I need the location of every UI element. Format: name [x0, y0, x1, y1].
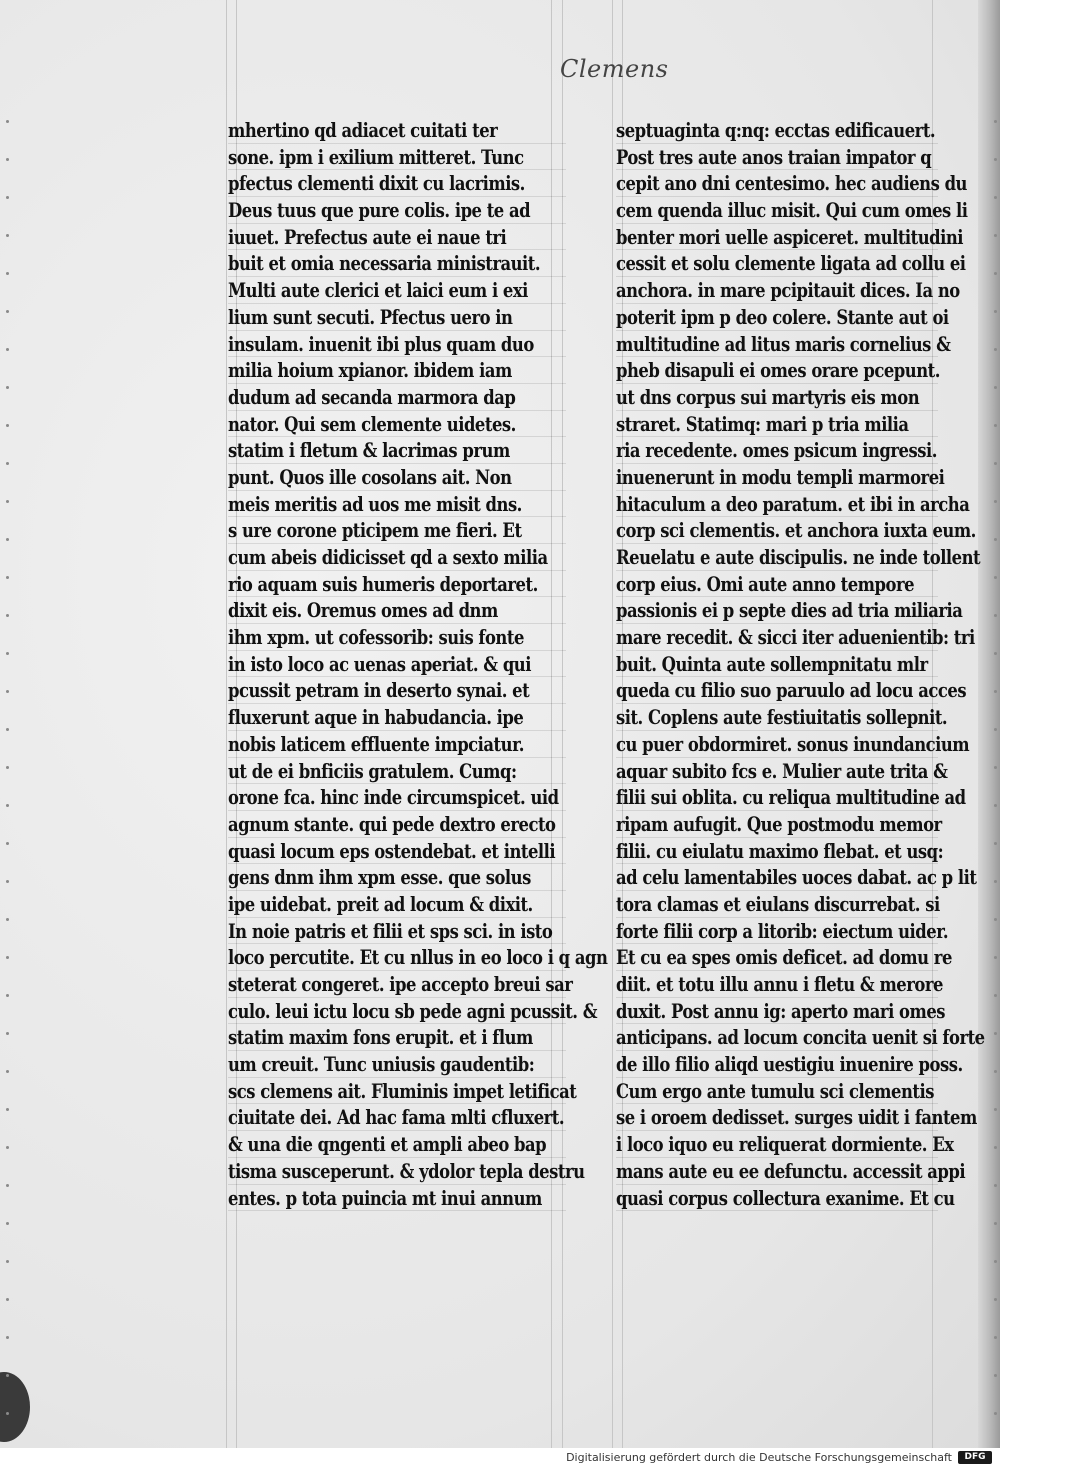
manuscript-line	[228, 784, 566, 811]
manuscript-line-text: aquar subito fcs e. Mulier aute trita &	[616, 758, 948, 783]
pricking-hole	[994, 994, 997, 997]
pricking-hole	[6, 1298, 9, 1301]
manuscript-line	[616, 597, 963, 624]
manuscript-line-text: ciuitate dei. Ad hac fama mlti cfluxert.	[228, 1105, 565, 1130]
manuscript-line-text: pheb disapuli ei omes orare pcepunt.	[616, 358, 940, 383]
pricking-hole	[6, 1184, 9, 1187]
manuscript-line	[616, 277, 960, 304]
manuscript-line-text: hitaculum a deo paratum. et ibi in archa	[616, 491, 970, 516]
pricking-hole	[994, 348, 997, 351]
manuscript-line	[616, 971, 943, 998]
manuscript-line-text: mans aute eu ee defunctu. accessit appi	[616, 1158, 966, 1183]
manuscript-line	[228, 971, 573, 998]
manuscript-line-text: statim i fletum & lacrimas prum	[228, 438, 510, 463]
manuscript-line-text: nobis laticem effluente impciatur.	[228, 731, 524, 756]
manuscript-line	[616, 677, 967, 704]
manuscript-line-text: tora clamas et eiulans discurrebat. si	[616, 891, 940, 916]
pricking-hole	[6, 500, 9, 503]
manuscript-line	[228, 1024, 566, 1051]
manuscript-line-text: statim maxim fons erupit. et i flum	[228, 1025, 533, 1050]
manuscript-line-text: sone. ipm i exilium mitteret. Tunc	[228, 144, 524, 169]
manuscript-line	[616, 784, 966, 811]
manuscript-line-text: buit. Quinta aute sollempnitatu mlr	[616, 651, 928, 676]
manuscript-line	[228, 677, 566, 704]
pricking-hole	[994, 272, 997, 275]
manuscript-line-text: quasi corpus collectura exanime. Et cu	[616, 1185, 955, 1210]
manuscript-line	[616, 544, 981, 571]
manuscript-line	[228, 144, 566, 171]
manuscript-line-text: punt. Quos ille cosolans ait. Non	[228, 464, 512, 489]
text-column-right	[616, 117, 985, 1210]
manuscript-line	[228, 331, 566, 358]
pricking-hole	[6, 1070, 9, 1073]
manuscript-line	[228, 384, 566, 411]
manuscript-line	[228, 731, 566, 758]
manuscript-line-text: um creuit. Tunc uniusis gaudentib:	[228, 1052, 535, 1077]
pricking-hole	[994, 1070, 997, 1073]
footer-credit: Digitalisierung gefördert durch die Deutsche Forschungsgemeinschaft	[566, 1451, 952, 1464]
pricking-hole	[994, 766, 997, 769]
manuscript-line	[616, 304, 949, 331]
manuscript-line	[616, 384, 938, 411]
manuscript-line	[228, 224, 566, 251]
pricking-hole	[6, 1222, 9, 1225]
manuscript-line-text: Deus tuus que pure colis. ipe te ad	[228, 198, 531, 223]
pricking-hole	[994, 690, 997, 693]
pricking-hole	[994, 576, 997, 579]
manuscript-line-text: Multi aute clerici et laici eum i exi	[228, 278, 528, 303]
manuscript-line-text: cessit et solu clemente ligata ad collu ei	[616, 251, 966, 276]
manuscript-line-text: corp eius. Omi aute anno tempore	[616, 571, 915, 596]
manuscript-line	[616, 758, 948, 785]
pricking-hole	[6, 918, 9, 921]
pricking-hole	[994, 652, 997, 655]
manuscript-line	[616, 944, 952, 971]
pricking-hole	[994, 1374, 997, 1377]
manuscript-line	[228, 624, 566, 651]
manuscript-line	[228, 277, 566, 304]
manuscript-line-text: & una die qngenti et ampli abeo bap	[228, 1132, 547, 1157]
manuscript-line	[228, 1158, 585, 1185]
manuscript-line-text: filii sui oblita. cu reliqua multitudine ad	[616, 785, 966, 810]
pricking-hole	[994, 1336, 997, 1339]
manuscript-line-text: steterat congeret. ipe accepto breui sar	[228, 972, 573, 996]
manuscript-line	[228, 864, 566, 891]
manuscript-line	[616, 437, 938, 464]
pricking-hole	[6, 652, 9, 655]
manuscript-line	[228, 571, 566, 598]
manuscript-line	[228, 651, 566, 678]
manuscript-line-text: i loco iquo eu reliquerat dormiente. Ex	[616, 1132, 954, 1157]
pricking-hole	[994, 1184, 997, 1187]
manuscript-line-text: nator. Qui sem clemente uidetes.	[228, 411, 516, 436]
dfg-logo: DFG	[958, 1451, 992, 1464]
manuscript-line-text: iuuet. Prefectus aute ei naue tri	[228, 224, 507, 249]
manuscript-line-text: forte filii corp a litorib: eiectum uider.	[616, 918, 949, 943]
pricking-hole	[6, 158, 9, 161]
manuscript-line	[228, 1078, 577, 1105]
manuscript-line	[616, 891, 938, 918]
manuscript-line-text: fluxerunt aque in habudancia. ipe	[228, 705, 524, 730]
pricking-hole	[994, 538, 997, 541]
page-corner-shadow	[0, 1372, 30, 1442]
manuscript-line	[616, 998, 946, 1025]
manuscript-line	[228, 1185, 566, 1212]
manuscript-line-text: lium sunt secuti. Pfectus uero in	[228, 304, 513, 329]
manuscript-line	[228, 1104, 566, 1131]
pricking-hole	[6, 1108, 9, 1111]
manuscript-line	[616, 411, 938, 438]
pricking-hole	[994, 1146, 997, 1149]
manuscript-line-text: ripam aufugit. Que postmodu memor	[616, 811, 942, 836]
manuscript-line-text: ad celu lamentabiles uoces dabat. ac p lit	[616, 865, 977, 890]
manuscript-line-text: entes. p tota puincia mt inui annum	[228, 1185, 542, 1210]
pricking-hole	[994, 1260, 997, 1263]
manuscript-line	[228, 1051, 566, 1078]
manuscript-line	[228, 250, 566, 277]
manuscript-line-text: dudum ad secanda marmora dap	[228, 384, 516, 409]
manuscript-line	[228, 304, 566, 331]
manuscript-line-text: ria recedente. omes psicum ingressi.	[616, 438, 937, 463]
manuscript-line	[616, 331, 951, 358]
pricking-hole	[6, 196, 9, 199]
manuscript-line-text: poterit ipm p deo colere. Stante aut oi	[616, 304, 949, 329]
manuscript-line	[228, 838, 566, 865]
pricking-hole	[6, 234, 9, 237]
manuscript-line-text: insulam. inuenit ibi plus quam duo	[228, 331, 534, 356]
manuscript-line-text: Et cu ea spes omis deficet. ad domu re	[616, 945, 952, 970]
manuscript-line	[228, 918, 566, 945]
manuscript-line-text: cem quenda illuc misit. Qui cum omes li	[616, 198, 968, 223]
manuscript-line-text: gens dnm ihm xpm esse. que solus	[228, 865, 531, 890]
manuscript-line-text: agnum stante. qui pede dextro erecto	[228, 811, 556, 836]
pricking-hole	[994, 500, 997, 503]
manuscript-line-text: duxit. Post annu ig: aperto mari omes	[616, 998, 946, 1023]
manuscript-line	[616, 250, 966, 277]
pricking-hole	[994, 234, 997, 237]
pricking-hole	[994, 1298, 997, 1301]
manuscript-line-text: quasi locum eps ostendebat. et intelli	[228, 838, 556, 863]
manuscript-line-text: septuaginta q:nq: ecctas edificauert.	[616, 118, 936, 142]
manuscript-line-text: In noie patris et filii et sps sci. in isto	[228, 918, 553, 943]
pricking-hole	[994, 880, 997, 883]
manuscript-line	[616, 651, 938, 678]
pricking-hole	[994, 462, 997, 465]
manuscript-line	[616, 1131, 954, 1158]
pricking-hole	[6, 614, 9, 617]
manuscript-line-text: pcussit petram in deserto synai. et	[228, 678, 530, 703]
manuscript-line	[616, 464, 945, 491]
manuscript-line-text: multitudine ad litus maris cornelius &	[616, 331, 951, 356]
manuscript-line-text: meis meritis ad uos me misit dns.	[228, 491, 522, 516]
pricking-hole	[994, 728, 997, 731]
manuscript-line-text: pfectus clementi dixit cu lacrimis.	[228, 171, 525, 196]
manuscript-line	[228, 170, 566, 197]
manuscript-line-text: anticipans. ad locum concita uenit si forte	[616, 1025, 985, 1050]
pricking-hole	[6, 956, 9, 959]
pricking-hole	[6, 1146, 9, 1149]
manuscript-line	[616, 117, 938, 144]
pricking-hole	[6, 1032, 9, 1035]
manuscript-line	[228, 704, 566, 731]
manuscript-line	[616, 571, 938, 598]
pricking-hole	[994, 158, 997, 161]
manuscript-line-text: ut dns corpus sui martyris eis mon	[616, 384, 920, 409]
manuscript-line-text: orone fca. hinc inde circumspicet. uid	[228, 785, 559, 810]
manuscript-line	[228, 464, 566, 491]
manuscript-line-text: culo. leui ictu locu sb pede agni pcussit. &	[228, 998, 598, 1023]
manuscript-line-text: straret. Statimq: mari p tria milia	[616, 411, 909, 436]
pricking-hole	[6, 386, 9, 389]
pricking-hole	[6, 424, 9, 427]
manuscript-line-text: cum abeis didicisset qd a sexto milia	[228, 545, 548, 569]
pricking-hole	[6, 538, 9, 541]
manuscript-line	[228, 811, 566, 838]
pricking-hole	[6, 310, 9, 313]
manuscript-line	[616, 491, 970, 518]
pricking-hole	[6, 1412, 9, 1415]
manuscript-line	[228, 891, 566, 918]
manuscript-line-text: inuenerunt in modu templi marmorei	[616, 464, 945, 489]
manuscript-line-text: in isto loco ac uenas aperiat. & qui	[228, 651, 531, 676]
manuscript-line-text: loco percutite. Et cu nllus in eo loco i q agn	[228, 945, 608, 970]
pricking-hole	[6, 690, 9, 693]
manuscript-line-text: Cum ergo ante tumulu sci clementis	[616, 1078, 934, 1103]
pricking-hole	[6, 728, 9, 731]
manuscript-line	[228, 357, 566, 384]
manuscript-line	[616, 1185, 955, 1212]
pricking-hole	[994, 1032, 997, 1035]
manuscript-line-text: tisma susceperunt. & ydolor tepla destru	[228, 1158, 585, 1183]
pricking-hole	[6, 272, 9, 275]
manuscript-line	[228, 544, 566, 571]
manuscript-line	[228, 1131, 566, 1158]
pricking-hole	[994, 1108, 997, 1111]
manuscript-line	[616, 838, 944, 865]
manuscript-line-text: queda cu filio suo paruulo ad locu acces	[616, 678, 967, 703]
manuscript-line	[228, 437, 566, 464]
manuscript-line-text: cu puer obdormiret. sonus inundancium	[616, 731, 970, 756]
pricking-hole	[6, 766, 9, 769]
manuscript-line	[616, 1104, 977, 1131]
manuscript-line	[228, 944, 608, 971]
manuscript-line-text: cepit ano dni centesimo. hec audiens du	[616, 171, 967, 196]
manuscript-line	[616, 1158, 966, 1185]
manuscript-line-text: sit. Coplens aute festiuitatis sollepnit.	[616, 705, 948, 730]
running-head: Clemens	[560, 55, 669, 83]
ruling-line	[226, 0, 227, 1448]
manuscript-line-text: s ure corone pticipem me fieri. Et	[228, 518, 522, 543]
manuscript-line-text: passionis ei p septe dies ad tria miliaria	[616, 598, 963, 623]
manuscript-line-text: se i oroem dedisset. surges uidit i fantem	[616, 1105, 977, 1130]
manuscript-line	[616, 197, 968, 224]
pricking-hole	[994, 310, 997, 313]
pricking-hole	[994, 196, 997, 199]
manuscript-line	[616, 731, 970, 758]
pricking-hole	[994, 956, 997, 959]
manuscript-line	[616, 624, 975, 651]
pricking-hole	[994, 1412, 997, 1415]
manuscript-line	[228, 597, 566, 624]
manuscript-line	[228, 758, 566, 785]
manuscript-line-text: milia hoium xpianor. ibidem iam	[228, 358, 512, 383]
manuscript-line	[228, 117, 566, 144]
pricking-hole	[6, 462, 9, 465]
manuscript-line-text: mare recedit. & sicci iter aduenientib: tri	[616, 625, 975, 650]
manuscript-line	[228, 411, 566, 438]
manuscript-line	[616, 144, 938, 171]
manuscript-line-text: filii. cu eiulatu maximo flebat. et usq:	[616, 838, 944, 863]
manuscript-line	[616, 864, 977, 891]
manuscript-line	[228, 517, 566, 544]
pricking-hole	[6, 994, 9, 997]
manuscript-line-text: ut de ei bnficiis gratulem. Cumq:	[228, 758, 517, 783]
ruling-line	[612, 0, 613, 1448]
pricking-hole	[994, 1222, 997, 1225]
pricking-hole	[994, 804, 997, 807]
pricking-hole	[6, 120, 9, 123]
pricking-hole	[994, 918, 997, 921]
manuscript-line-text: mhertino qd adiacet cuitati ter	[228, 118, 498, 142]
pricking-hole	[994, 614, 997, 617]
pricking-hole	[6, 576, 9, 579]
manuscript-line-text: dixit eis. Oremus omes ad dnm	[228, 598, 498, 623]
manuscript-line	[616, 704, 948, 731]
manuscript-line-text: Post tres aute anos traian impator q	[616, 144, 932, 169]
pricking-hole	[994, 386, 997, 389]
manuscript-line-text: ihm xpm. ut cofessorib: suis fonte	[228, 625, 524, 650]
manuscript-line-text: benter mori uelle aspiceret. multitudini	[616, 224, 964, 249]
pricking-hole	[994, 424, 997, 427]
pricking-hole	[6, 880, 9, 883]
manuscript-line	[228, 197, 566, 224]
pricking-hole	[6, 1374, 9, 1377]
manuscript-line	[616, 1024, 985, 1051]
manuscript-line-text: ipe uidebat. preit ad locum & dixit.	[228, 891, 533, 916]
manuscript-line	[616, 1078, 938, 1105]
pricking-hole	[6, 804, 9, 807]
manuscript-line	[616, 224, 964, 251]
pricking-hole	[6, 1260, 9, 1263]
manuscript-line	[616, 517, 976, 544]
text-column-left	[228, 117, 608, 1210]
manuscript-line-text: Reuelatu e aute discipulis. ne inde tollent	[616, 545, 981, 569]
manuscript-line-text: rio aquam suis humeris deportaret.	[228, 571, 538, 596]
manuscript-line-text: anchora. in mare pcipitauit dices. Ia no	[616, 278, 960, 303]
manuscript-line-text: buit et omia necessaria ministrauit.	[228, 251, 541, 276]
pricking-hole	[994, 842, 997, 845]
pricking-hole	[6, 842, 9, 845]
pricking-hole	[6, 1336, 9, 1339]
manuscript-line-text: corp sci clementis. et anchora iuxta eum.	[616, 518, 976, 543]
manuscript-line-text: de illo filio aliqd uestigiu inuenire poss.	[616, 1052, 963, 1077]
manuscript-line	[228, 998, 598, 1025]
manuscript-line	[616, 357, 938, 384]
manuscript-line-text: scs clemens ait. Fluminis impet letificat	[228, 1078, 577, 1103]
manuscript-line	[228, 491, 566, 518]
manuscript-line	[616, 918, 949, 945]
pricking-hole	[994, 120, 997, 123]
manuscript-line	[616, 811, 942, 838]
manuscript-line	[616, 1051, 963, 1078]
page-edge	[978, 0, 1000, 1448]
manuscript-line	[616, 170, 967, 197]
pricking-hole	[6, 348, 9, 351]
manuscript-line-text: diit. et totu illu annu i fletu & merore	[616, 972, 943, 996]
